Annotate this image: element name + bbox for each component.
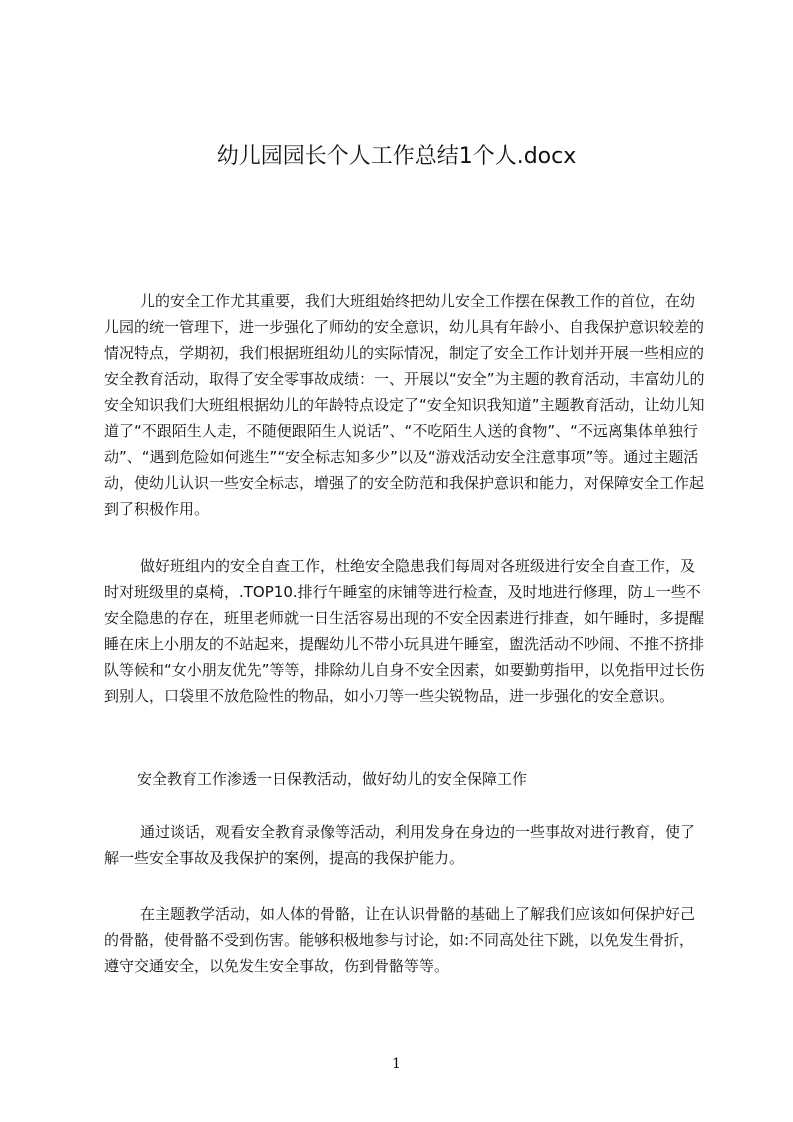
paragraph-section-heading xyxy=(104,766,708,792)
paragraph-text: 通过谈话，观看安全教育录像等活动，利用发身在身边的一些事故对进行教育，使了解一些安全事故及我保护的案例，提高的我保护能力。 xyxy=(104,823,696,867)
paragraph-text: 儿的安全工作尤其重要，我们大班组始终把幼儿安全工作摆在保教工作的首位，在幼儿园的统一管理下，进一步强化了师幼的安全意识，幼儿具有年龄小、自我保护意识较差的情况特点，学期初，我们根据班组幼儿的实际情况，制定了安全工作计划并开展一些相应的安全教育活动，取得了安全零事故成绩：一、开展以“安全”为主题的教育活动，丰富幼儿的安全知识我们大班组根据幼儿的年龄特点设定了“安全知识我知道”主题教育活动，让幼儿知道了“不跟陌生人走，不随便跟陌生人说话”、“不吃陌生人送的食物”、“不远离集体单独行动”、“遇到危险如何逃生”“安全标志知多少”以及“游戏活动安全注意事项”等。通过主题活动，使幼儿认识一些安全标志，增强了的安全防范和我保护意识和能力，对保障安全工作起到了积极作用。 xyxy=(104,292,705,518)
paragraph-self-inspection xyxy=(104,553,708,709)
paragraph-skeleton-theme xyxy=(104,901,708,979)
page-number: 1 xyxy=(392,1056,401,1072)
document-title: 幼儿园园长个人工作总结1个人.docx xyxy=(216,144,577,169)
paragraph-safety-work xyxy=(104,288,708,522)
paragraph-text: 在主题教学活动，如人体的骨骼，让在认识骨骼的基础上了解我们应该如何保护好己的骨骼，使骨骼不受到伤害。能够积极地参与讨论，如:不同高处往下跳，以免发生骨折，遵守交通安全，以免发生安全事故，伤到骨骼等等。 xyxy=(104,905,696,975)
paragraph-text: 做好班组内的安全自查工作，杜绝安全隐患我们每周对各班级进行安全自查工作，及时对班级里的桌椅，.TOP10.排行午睡室的床铺等进行检查，及时地进行修理，防⊥一些不安全隐患的存在，班里老师就一日生活容易出现的不安全因素进行排查，如午睡时，多提醒睡在床上小朋友的不站起来，提醒幼儿不带小玩具进午睡室，盥洗活动不吵闹、不推不挤排队等候和“女小朋友优先”等等，排除幼儿自身不安全因素，如要勤剪指甲，以免指甲过长伤到别人，口袋里不放危险性的物品，如小刀等一些尖锐物品，进一步强化的安全意识。 xyxy=(104,557,705,705)
paragraph-text: 安全教育工作渗透一日保教活动，做好幼儿的安全保障工作 xyxy=(137,770,528,788)
paragraph-safety-education xyxy=(104,819,708,871)
